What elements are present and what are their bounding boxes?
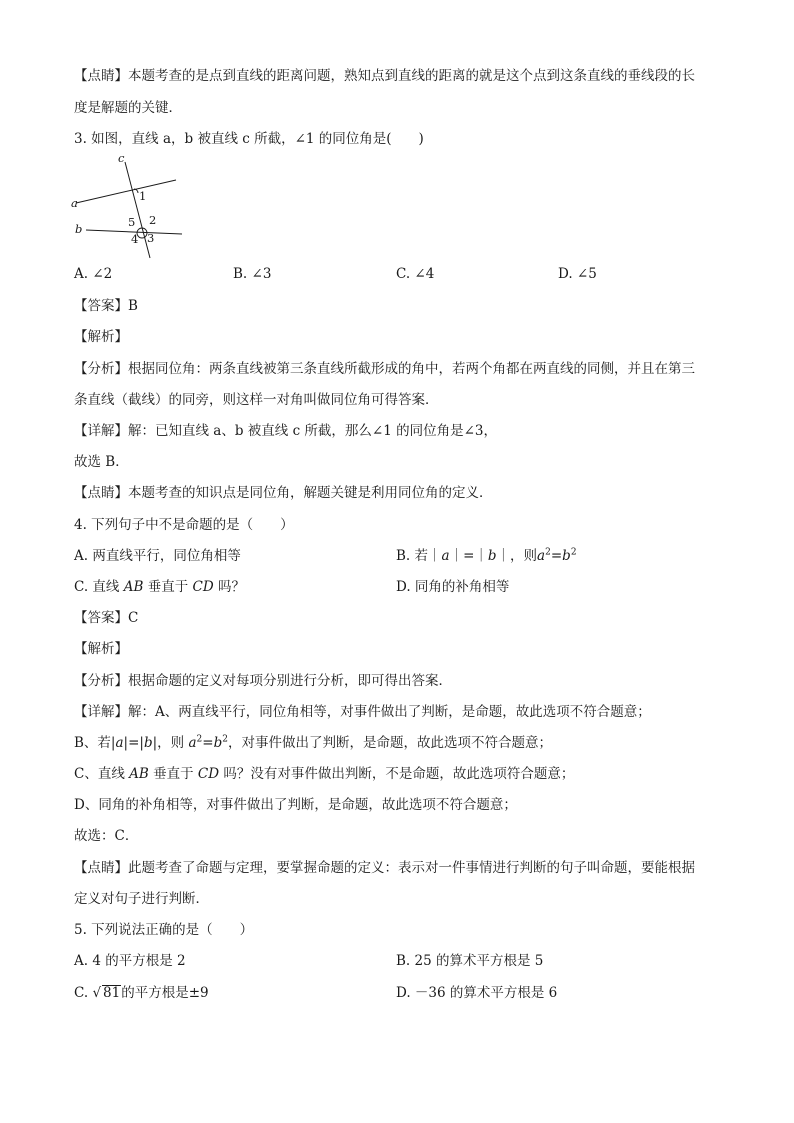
q3-figure <box>70 150 190 260</box>
angle-arcs-b <box>137 228 147 238</box>
label-c: c <box>118 151 125 165</box>
q3-option-d: D. ∠5 <box>558 266 597 282</box>
label-3: 3 <box>147 231 155 245</box>
label-5: 5 <box>128 215 136 229</box>
q3-stem: 3. 如图，直线 a，b 被直线 c 所截，∠1 的同位角是( ) <box>74 131 424 147</box>
q3-point: 【点睛】本题考查的知识点是同位角，解题关键是利用同位角的定义． <box>74 485 493 501</box>
q4-point-line1: 【点睛】此题考查了命题与定理，要掌握命题的定义：表示对一件事情进行判断的句子叫命题，要能根据 <box>74 860 695 876</box>
q5-option-a: A. 4 的平方根是 2 <box>74 953 186 969</box>
q4-detail-line1: 【详解】解：A、两直线平行，同位角相等，对事件做出了判断，是命题，故此选项不符合题意； <box>74 704 651 720</box>
q4-analysis-head: 【解析】 <box>74 641 128 657</box>
q4-answer: 【答案】C <box>74 610 139 626</box>
q3-answer: 【答案】B <box>74 298 138 314</box>
q4-option-a: A. 两直线平行，同位角相等 <box>74 548 241 564</box>
label-2: 2 <box>149 213 157 227</box>
q4-detail-line3: C、直线 AB 垂直于 CD 吗？没有对事件做出判断，不是命题，故此选项符合题意； <box>74 766 575 782</box>
q3-analysis-line1: 【分析】根据同位角：两条直线被第三条直线所截形成的角中，若两个角都在两直线的同侧，并且在第三 <box>74 361 695 377</box>
label-a: a <box>71 196 78 210</box>
q4-stem: 4. 下列句子中不是命题的是（ ） <box>74 517 294 533</box>
q5-option-b: B. 25 的算术平方根是 5 <box>396 953 544 969</box>
label-4: 4 <box>131 232 139 246</box>
q5-option-d: D. －36 的算术平方根是 6 <box>396 985 558 1001</box>
q3-option-b: B. ∠3 <box>233 266 272 282</box>
q4-option-b: B. 若｜a｜=｜b｜，则$a^2=b^2$ <box>396 547 577 564</box>
q4-detail-line2: B、若|a|=|b|，则 $a^2=b^2$，对事件做出了判断，是命题，故此选项不符合题意； <box>74 734 552 751</box>
label-b: b <box>75 222 83 236</box>
q5-stem: 5. 下列说法正确的是（ ） <box>74 922 254 938</box>
sqrt-sign: √ <box>92 985 102 1001</box>
q4-analysis: 【分析】根据命题的定义对每项分别进行分析，即可得出答案． <box>74 673 452 689</box>
q5-option-c: C. √ 81的平方根是±9 <box>74 985 209 1001</box>
q4-point-line2: 定义对句子进行判断． <box>74 891 209 907</box>
line-a <box>76 180 176 203</box>
q3-detail-line1: 【详解】解：已知直线 a、b 被直线 c 所截，那么∠1 的同位角是∠3， <box>74 423 498 439</box>
label-1: 1 <box>139 189 147 203</box>
q4-detail-line5: 故选：C． <box>74 828 139 844</box>
q2-point-line2: 度是解题的关键． <box>74 100 182 116</box>
sqrt-radicand: 81 <box>103 985 121 1001</box>
q4-option-c: C. 直线 AB 垂直于 CD 吗？ <box>74 579 245 595</box>
q3-analysis-head: 【解析】 <box>74 329 128 345</box>
q3-detail-line2: 故选 B． <box>74 454 129 470</box>
q4-detail-line4: D、同角的补角相等，对事件做出了判断，是命题，故此选项不符合题意； <box>74 797 517 813</box>
q4-option-d: D. 同角的补角相等 <box>396 579 510 595</box>
q3-option-a: A. ∠2 <box>74 266 113 282</box>
q2-point-line1: 【点睛】本题考查的是点到直线的距离问题，熟知点到直线的距离的就是这个点到这条直线的垂线段的长 <box>74 68 695 84</box>
q3-analysis-line2: 条直线（截线）的同旁，则这样一对角叫做同位角可得答案． <box>74 392 439 408</box>
q3-option-c: C. ∠4 <box>396 266 435 282</box>
